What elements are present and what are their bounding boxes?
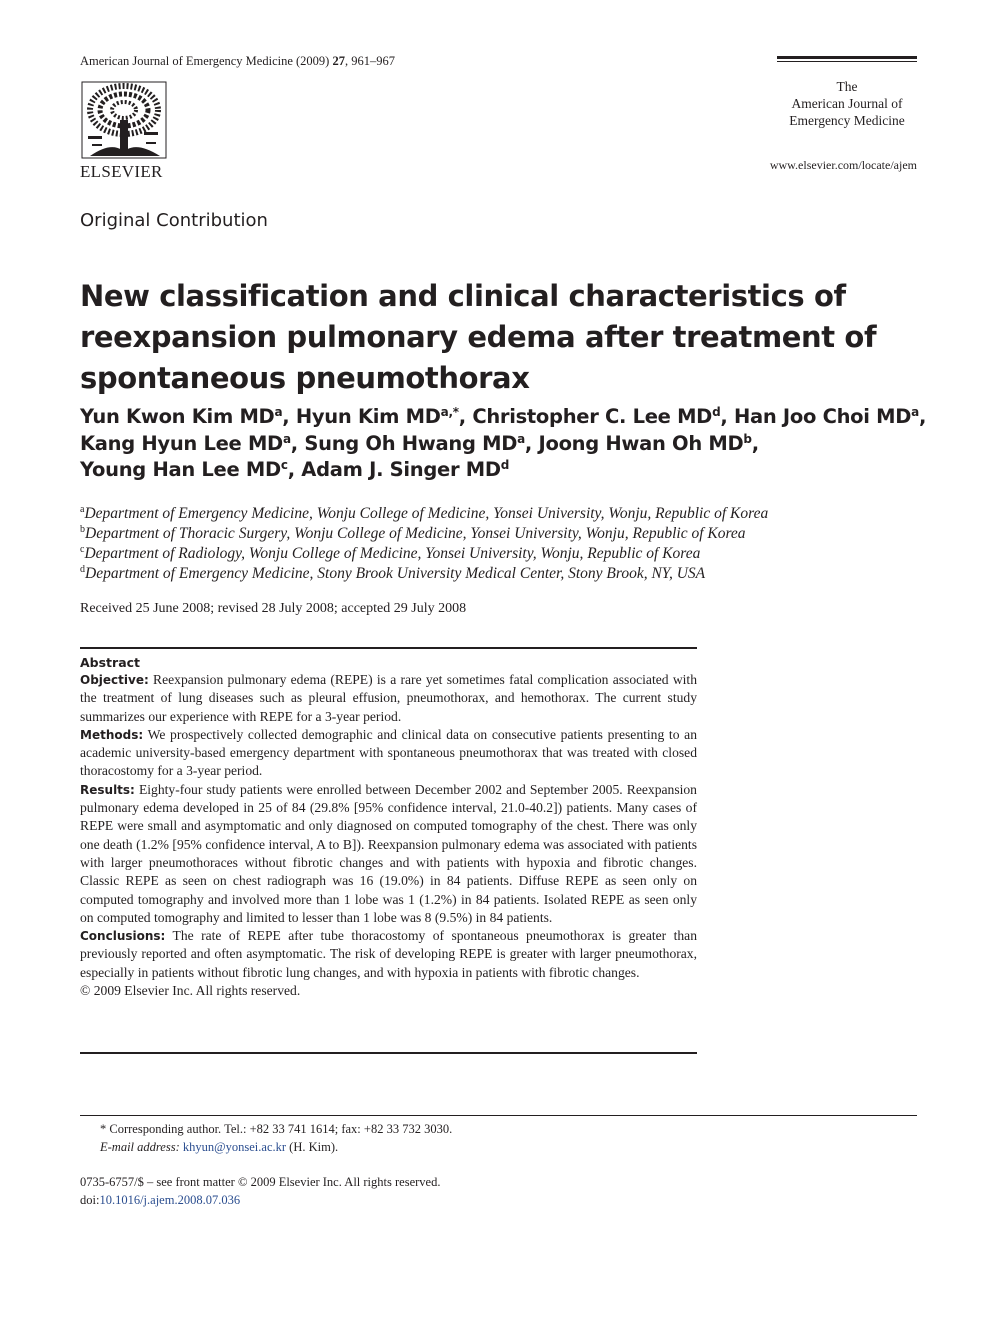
email-note <box>100 1138 452 1156</box>
elsevier-wordmark: ELSEVIER <box>80 162 163 181</box>
footnote-marker: * <box>100 1122 110 1136</box>
affiliation-text: Department of Emergency Medicine, Wonju College of Medicine, Yonsei University, Wonju, Republic of Korea <box>84 505 769 522</box>
corresponding-author-text: Corresponding author. Tel.: +82 33 741 1614; fax: +82 33 732 3030. <box>109 1122 453 1136</box>
abstract-section-label: Methods: <box>80 727 144 742</box>
author-separator: , <box>751 431 759 455</box>
citation-volume: 27 <box>332 54 345 68</box>
masthead-rule-thin <box>777 61 917 62</box>
author-affiliation-mark: a <box>274 405 283 419</box>
journal-title-line: The <box>836 79 858 94</box>
author-affiliation-mark: d <box>712 405 721 419</box>
article-dates: Received 25 June 2008; revised 28 July 2008; accepted 29 July 2008 <box>80 601 467 616</box>
abstract-objective <box>80 671 697 726</box>
author-affiliation-mark: b <box>743 431 752 446</box>
author-name: Christopher C. Lee MD <box>472 405 713 428</box>
affiliation-key: d <box>80 564 85 575</box>
author-list <box>80 404 927 484</box>
email-suffix: (H. Kim). <box>286 1140 339 1154</box>
affiliation-text: Department of Thoracic Surgery, Wonju College of Medicine, Yonsei University, Wonju, Republic of Korea <box>85 525 746 542</box>
author-separator: , <box>918 405 927 428</box>
author-separator: , <box>282 405 296 428</box>
journal-title-line: Emergency Medicine <box>789 113 905 128</box>
citation-pages: , 961–967 <box>344 54 395 68</box>
author-name: Adam J. Singer MD <box>301 458 501 481</box>
journal-citation <box>80 54 395 69</box>
affiliation-item <box>80 504 768 524</box>
email-label: E-mail address: <box>100 1140 180 1154</box>
journal-title <box>777 78 917 129</box>
author-separator: , <box>458 405 473 428</box>
abstract-section-text: We prospectively collected demographic and clinical data on consecutive patients presenting to an academic university-based emergency department with spontaneous pneumothorax that was treated with closed thoracostomy for a 3-year period. <box>80 726 698 779</box>
title-line: spontaneous pneumothorax <box>80 361 530 395</box>
abstract-section-label: Results: <box>80 782 135 797</box>
affiliation-item <box>80 524 768 544</box>
author-affiliation-mark: a,* <box>440 405 459 419</box>
doi-link[interactable]: 10.1016/j.ajem.2008.07.036 <box>99 1193 241 1207</box>
abstract-section-label: Objective: <box>80 673 149 687</box>
title-line: New classification and clinical characteristics of <box>80 279 846 313</box>
journal-title-line: American Journal of <box>791 96 903 111</box>
author-affiliation-mark: a <box>911 405 919 419</box>
email-link[interactable]: khyun@yonsei.ac.kr <box>182 1140 287 1154</box>
footnotes <box>100 1120 452 1156</box>
issn-line: 0735-6757/$ – see front matter © 2009 Elsevier Inc. All rights reserved. <box>80 1175 441 1189</box>
author-name: Yun Kwon Kim MD <box>80 405 275 428</box>
affiliation-text: Department of Radiology, Wonju College of Medicine, Yonsei University, Wonju, Republic of Korea <box>84 545 701 562</box>
abstract-section-label: Conclusions: <box>80 929 166 944</box>
abstract-bottom-rule <box>80 1052 697 1054</box>
doi-label: doi: <box>80 1193 100 1207</box>
abstract-heading: Abstract <box>80 655 141 670</box>
author-separator: , <box>290 431 305 455</box>
abstract-conclusions <box>80 927 697 982</box>
doi-line <box>80 1191 440 1209</box>
affiliation-item <box>80 544 768 564</box>
article-title <box>80 276 910 399</box>
citation-journal: American Journal of Emergency Medicine (2009) <box>80 54 330 68</box>
author-separator: , <box>524 431 539 455</box>
author-line <box>80 404 927 431</box>
author-name: Sung Oh Hwang MD <box>304 431 518 455</box>
author-separator: , <box>720 405 734 428</box>
journal-masthead <box>777 56 917 129</box>
footnote-rule <box>80 1115 917 1116</box>
affiliation-list <box>80 504 768 584</box>
corresponding-author-note <box>100 1120 452 1138</box>
author-affiliation-mark: c <box>280 458 288 472</box>
affiliation-key: c <box>80 544 85 555</box>
abstract-section-text: Eighty-four study patients were enrolled between December 2002 and September 2005. Reexpansion pulmonary edema developed in 25 of 84 (29.8% [95% confidence interval, 21.0-40.2]) patients. Many cases of REPE were small and asymptomatic and only diagnosed on computed tomography of the chest. There was only one death (1.2% [95% confidence interval, A to B]). Reexpansion pulmonary edema was associated with patients with larger pneumothoraces without fibrotic changes and with patients with hypoxia and fibrotic changes. Classic REPE as seen on chest radiograph was 16 (19.0%) in 84 patients. Diffuse REPE as seen only on computed tomography and involved more than 1 lobe was 1 (1.2%) in 84 patients. Isolated REPE as seen only on computed tomography and limited to lesser than 1 lobe was 8 (9.5%) in 84 patients. <box>80 781 697 925</box>
author-name: Kang Hyun Lee MD <box>80 431 283 455</box>
affiliation-key: b <box>80 524 85 535</box>
author-name: Joong Hwan Oh MD <box>538 431 744 455</box>
author-affiliation-mark: a <box>517 431 525 446</box>
author-affiliation-mark: d <box>500 458 510 472</box>
author-separator: , <box>287 458 302 481</box>
author-name: Young Han Lee MD <box>80 458 281 481</box>
abstract-top-rule <box>80 647 697 649</box>
abstract-section-text: The rate of REPE after tube thoracostomy of spontaneous pneumothorax is greater than previously reported and often asymptomatic. The risk of developing REPE is greater with larger pneumothorax, especially in patients without fibrotic lung changes, and with hypoxia in patients with fibrotic changes. <box>80 928 697 980</box>
title-line: reexpansion pulmonary edema after treatment of <box>80 320 877 354</box>
author-name: Hyun Kim MD <box>295 405 441 428</box>
author-line <box>80 457 920 484</box>
abstract-block <box>80 655 697 1000</box>
abstract-results <box>80 781 697 927</box>
abstract-section-text: Reexpansion pulmonary edema (REPE) is a rare yet sometimes fatal complication associated with the treatment of lung diseases such as pleural effusion, pneumothorax, and hemothorax. The current study summarizes our experience with REPE for a 3-year period. <box>80 672 697 724</box>
affiliation-key: a <box>80 504 85 515</box>
masthead-rule <box>777 56 917 59</box>
author-affiliation-mark: a <box>282 431 291 446</box>
abstract-methods <box>80 726 697 781</box>
affiliation-text: Department of Emergency Medicine, Stony Brook University Medical Center, Stony Brook, NY, USA <box>85 565 706 582</box>
affiliation-item <box>80 564 768 584</box>
article-type: Original Contribution <box>80 210 268 231</box>
abstract-copyright: © 2009 Elsevier Inc. All rights reserved. <box>80 983 301 999</box>
author-line <box>80 431 920 458</box>
front-matter <box>80 1173 440 1209</box>
author-name: Han Joo Choi MD <box>733 405 912 428</box>
journal-url-link[interactable]: www.elsevier.com/locate/ajem <box>769 158 917 172</box>
